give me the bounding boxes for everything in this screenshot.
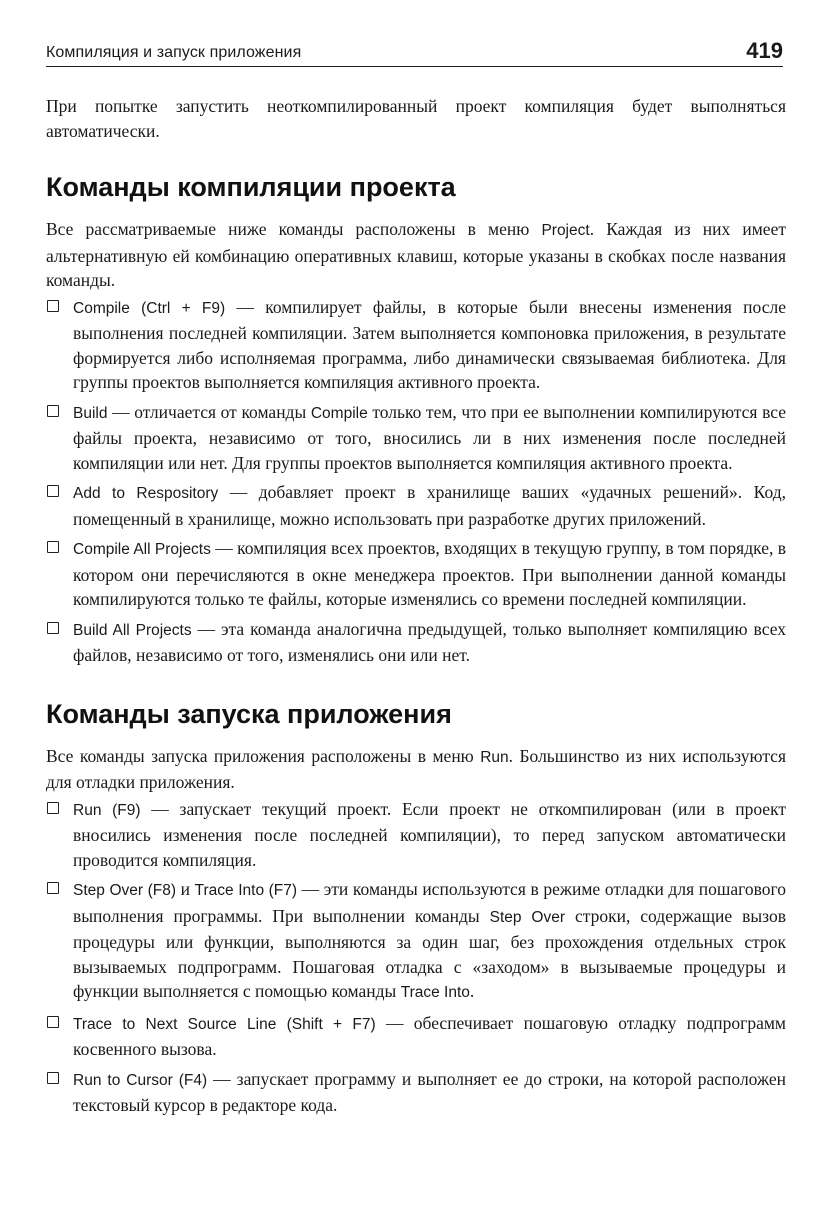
command-description: — запускает программу и выполняет ее до строки, на которой расположен текстовый курсор в редакторе кода. xyxy=(73,1068,786,1115)
list-item xyxy=(46,797,786,873)
list-item xyxy=(46,536,786,612)
command-description: . xyxy=(469,981,475,1001)
command-description: строки, содержащие вызов процедуры или функции, выполняются за один шаг, без прохождения отдельных строк вызываемых подпрограмм. Пошаговая отладка с «заходом» в вызываемые процедуры и функции выполняется с помощью команды xyxy=(73,905,786,1001)
checkbox-bullet-icon xyxy=(47,300,59,312)
running-title: Компиляция и запуск приложения xyxy=(46,44,302,61)
running-head xyxy=(46,36,783,67)
section-heading-run: Команды запуска приложения xyxy=(46,698,452,729)
command-name: Step Over xyxy=(489,908,565,926)
command-name: Compile xyxy=(310,404,368,422)
checkbox-bullet-icon xyxy=(47,541,59,553)
list-item xyxy=(46,1067,786,1118)
section-lead-compile xyxy=(46,217,786,293)
command-description: — эти команды используются в режиме отладки для пошагового выполнения программы. При выполнении команды xyxy=(73,879,786,926)
section-lead-run xyxy=(46,744,786,795)
run-commands-list xyxy=(46,797,786,1118)
list-item xyxy=(46,480,786,531)
command-name: Add to Respository xyxy=(73,485,219,502)
command-name: Run to Cursor (F4) xyxy=(73,1071,208,1089)
command-description: — компилирует файлы, в которые были внесены изменения после выполнения последней компиляции. Затем выполняется компоновка приложения, в результате формируется либо исполняемая программа, либо динамически связываемая библиотека. Для группы проектов выполняется компиляция активного проекта. xyxy=(73,296,786,392)
command-description: — эта команда аналогична предыдущей, только выполняет компиляцию всех файлов, независимо от того, изменялись они или нет. xyxy=(73,618,786,665)
command-name: Run (F9) xyxy=(73,801,141,819)
menu-name-project: Project xyxy=(541,222,590,239)
list-item xyxy=(46,617,786,668)
list-item xyxy=(46,400,786,476)
command-name: Trace Into xyxy=(400,984,470,1001)
checkbox-bullet-icon xyxy=(47,622,59,634)
command-description: — отличается от команды xyxy=(107,401,311,422)
compile-commands-list xyxy=(46,295,786,668)
command-description: — обеспечивает пошаговую отладку подпрограмм косвенного вызова. xyxy=(73,1012,786,1059)
list-item xyxy=(46,877,786,1006)
page-number: 419 xyxy=(746,38,783,63)
command-description: — добавляет проект в хранилище ваших «удачных решений». Код, помещенный в хранилище, можно использовать при разработке других приложений. xyxy=(73,482,786,529)
list-item xyxy=(46,295,786,395)
checkbox-bullet-icon xyxy=(47,802,59,814)
lead-text: Все команды запуска приложения расположены в меню xyxy=(46,745,481,766)
section-heading-compile: Команды компиляции проекта xyxy=(46,172,456,202)
lead-text: Все рассматриваемые ниже команды расположены в меню xyxy=(46,219,542,239)
intro-paragraph: При попытке запустить неоткомпилированный проект компиляция будет выполняться автоматически. xyxy=(46,96,786,141)
checkbox-bullet-icon xyxy=(47,1016,59,1028)
lead-text: . Большинство из них используются для отладки приложения. xyxy=(46,745,787,792)
checkbox-bullet-icon xyxy=(47,882,59,894)
menu-name-run: Run xyxy=(480,748,509,766)
checkbox-bullet-icon xyxy=(47,405,59,417)
command-name: Build xyxy=(73,404,108,422)
command-description: — компиляция всех проектов, входящих в текущую группу, в том порядке, в котором они перечисляются в окне менеджера проектов. При выполнении данной команды компилируются только те файлы, которые изменялись со времени последней компиляции. xyxy=(73,538,786,609)
checkbox-bullet-icon xyxy=(47,1072,59,1084)
page-body xyxy=(46,94,786,1123)
command-description: — запускает текущий проект. Если проект не откомпилирован (или в проект вносились изменения после последней компиляции), то перед запуском автоматически проводится компиляция. xyxy=(73,798,786,870)
command-name: Step Over (F8) xyxy=(73,882,176,899)
lead-text: . Каждая из них имеет альтернативную ей комбинацию оперативных клавиш, которые указаны в скобках после названия команды. xyxy=(46,219,786,290)
command-description: только тем, что при ее выполнении компилируются все файлы проекта, независимо от того, вносились ли в них изменения после последней компиляции или нет. Для группы проектов выполняется компиляция активного проекта. xyxy=(73,401,786,473)
command-name: Build All Projects xyxy=(73,621,192,639)
command-name: Compile All Projects xyxy=(73,541,211,558)
command-name: Trace Into (F7) xyxy=(194,882,298,899)
command-name: Compile (Ctrl + F9) xyxy=(73,299,226,317)
command-name: Trace to Next Source Line (Shift + F7) xyxy=(73,1015,376,1033)
list-item xyxy=(46,1011,786,1062)
command-description: и xyxy=(176,879,195,899)
checkbox-bullet-icon xyxy=(47,485,59,497)
